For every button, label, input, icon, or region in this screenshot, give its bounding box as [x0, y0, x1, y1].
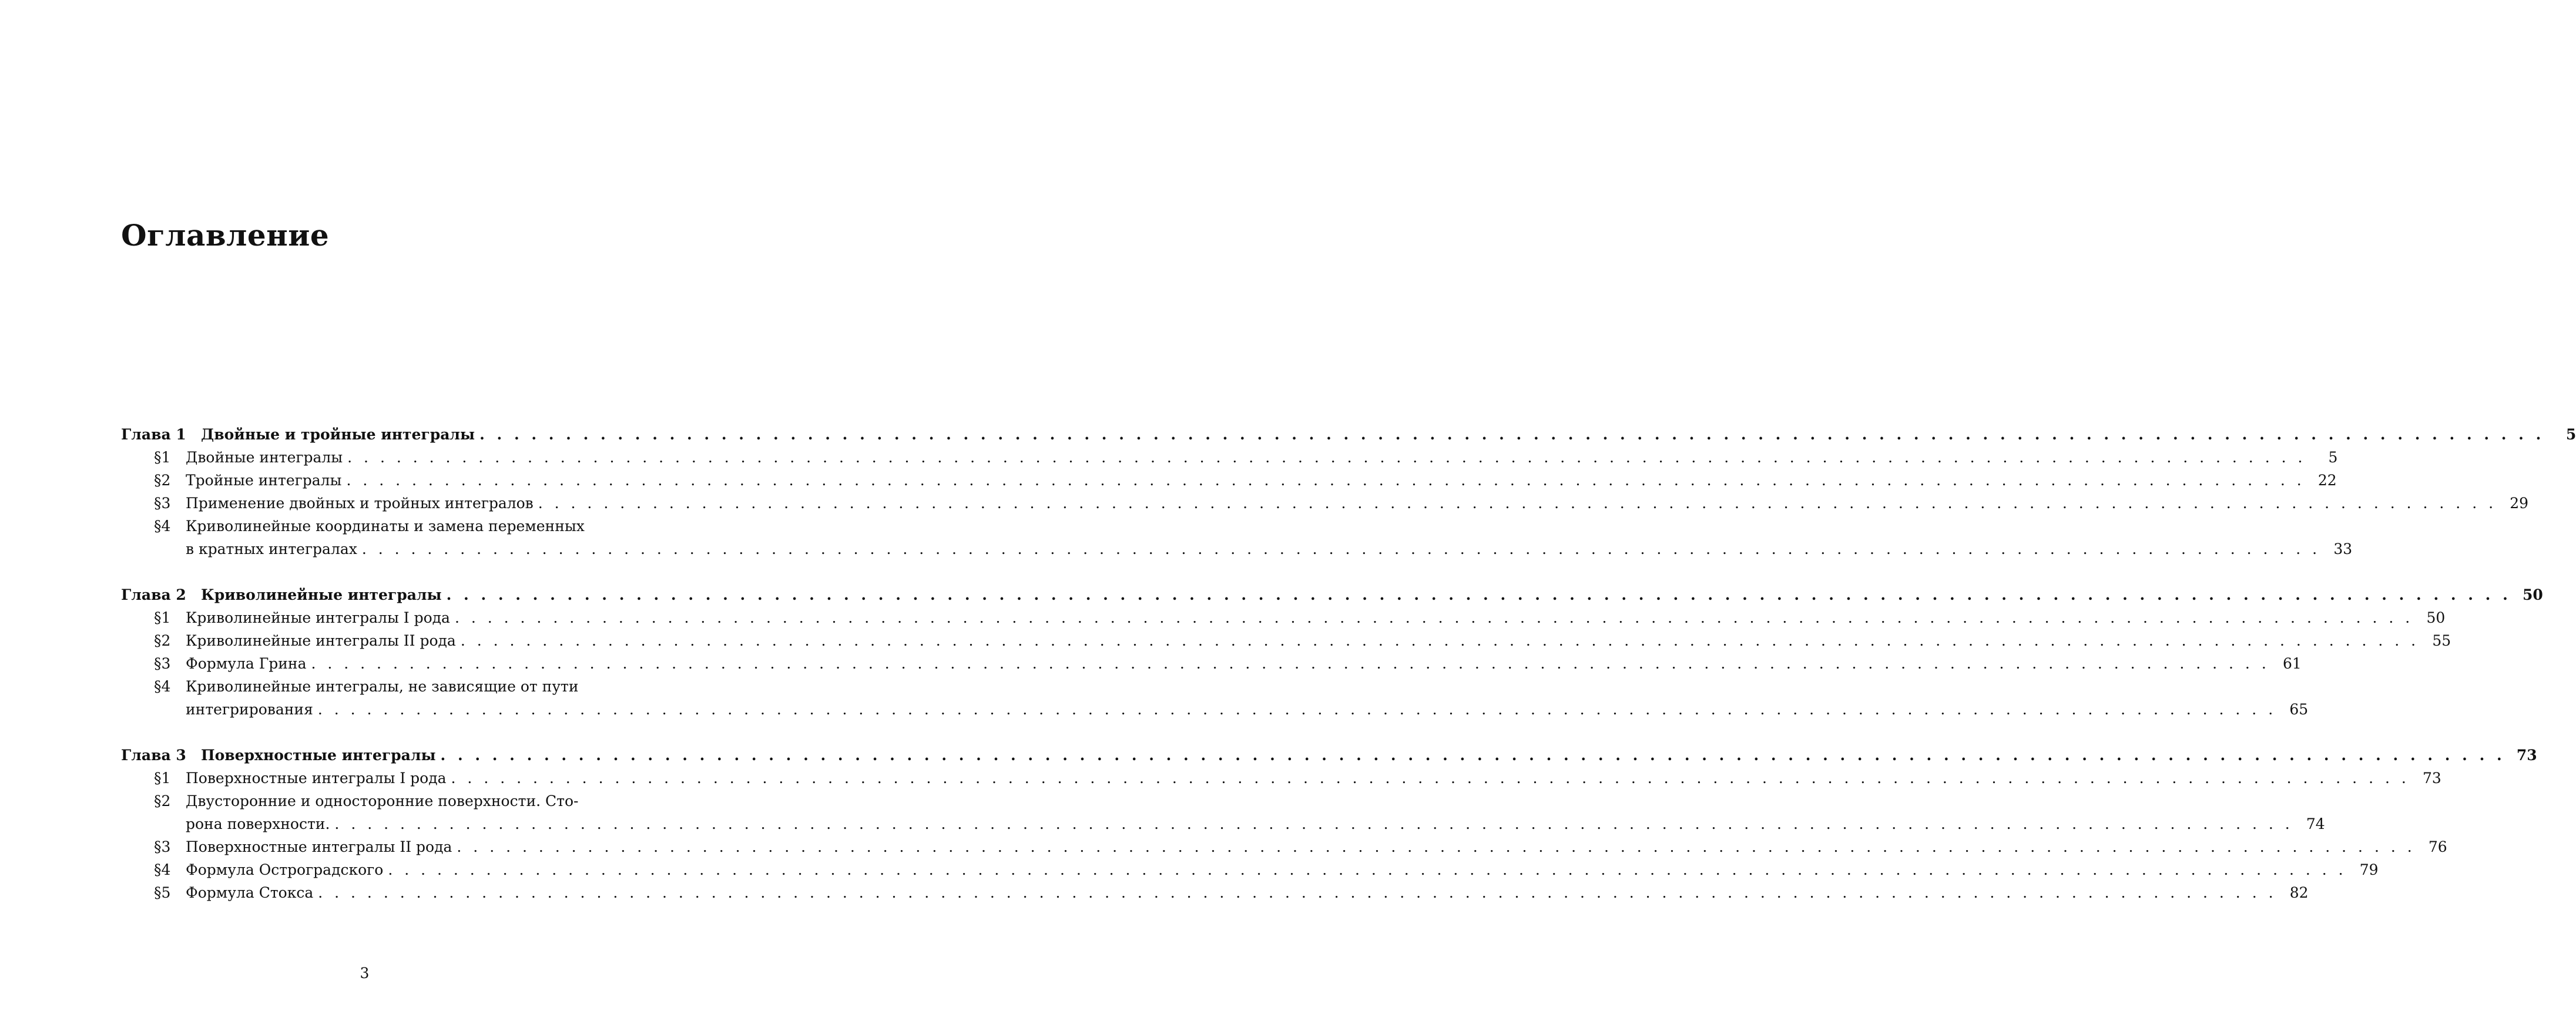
toc-section-entry[interactable] [121, 469, 2337, 492]
section-page: 5 [2328, 449, 2338, 466]
section-number: §3 [154, 495, 171, 512]
section-page: 50 [2426, 609, 2446, 626]
toc-chapter [121, 423, 2576, 560]
leader-dots: . . . . . . . . . . . . . . . . . . . . . . . . . . . . . . . . . . . . . . . . . . . . . . . . . . . . . . . . . . . . . . . . . . . . . . . . . . . . . . . . . . . . . . . . . . . . . . . . . . . . . . . . . . . . . . . . . . . . . . . . [451, 770, 2410, 787]
section-page: 61 [2282, 655, 2302, 672]
leader-dots: . . . . . . . . . . . . . . . . . . . . . . . . . . . . . . . . . . . . . . . . . . . . . . . . . . . . . . . . . . . . . . . . . . . . . . . . . . . . . . . . . . . . . . . . . . . . . . . . . . . . . . . . . . . . . . . . . . . . . . . . [446, 586, 2511, 603]
chapter-title: Двойные и тройные интегралы [201, 426, 475, 443]
page-number: 3 [360, 965, 370, 982]
chapter-page: 50 [2523, 586, 2543, 603]
toc-chapter-entry[interactable] [121, 583, 2543, 606]
section-title: рона поверхности. [186, 815, 330, 832]
section-number: §4 [154, 861, 171, 878]
toc-section-entry[interactable] [121, 492, 2529, 515]
section-title: Криволинейные интегралы, не зависящие от пути [186, 678, 579, 695]
section-page: 29 [2510, 495, 2529, 512]
section-number: §3 [154, 838, 171, 855]
section-title: Криволинейные интегралы I рода [186, 609, 450, 626]
section-title: Тройные интегралы [186, 472, 342, 489]
section-title: Криволинейные интегралы II рода [186, 632, 456, 649]
leader-dots: . . . . . . . . . . . . . . . . . . . . . . . . . . . . . . . . . . . . . . . . . . . . . . . . . . . . . . . . . . . . . . . . . . . . . . . . . . . . . . . . . . . . . . . . . . . . . . . . . . . . . . . . . . . . . . . . . . . . . . . . [457, 838, 2416, 855]
toc-chapter-entry[interactable] [121, 744, 2537, 767]
page-title: Оглавление [121, 218, 330, 253]
section-title: интегрирования [186, 701, 313, 718]
leader-dots: . . . . . . . . . . . . . . . . . . . . . . . . . . . . . . . . . . . . . . . . . . . . . . . . . . . . . . . . . . . . . . . . . . . . . . . . . . . . . . . . . . . . . . . . . . . . . . . . . . . . . . . . . . . . . . . . . . . . . . . . [538, 495, 2497, 512]
toc-section-entry[interactable] [121, 675, 629, 698]
section-number: §4 [154, 518, 171, 535]
section-title: Формула Остроградского [186, 861, 384, 878]
chapter-label: Глава 1 [121, 426, 186, 443]
section-title: Поверхностные интегралы I рода [186, 770, 447, 787]
toc-section-entry[interactable] [121, 515, 629, 538]
chapter-page: 73 [2516, 747, 2537, 764]
toc-section-entry[interactable] [121, 767, 2441, 790]
section-number: §2 [154, 792, 171, 810]
leader-dots: . . . . . . . . . . . . . . . . . . . . . . . . . . . . . . . . . . . . . . . . . . . . . . . . . . . . . . . . . . . . . . . . . . . . . . . . . . . . . . . . . . . . . . . . . . . . . . . . . . . . . . . . . . . . . . . . . . . . . . . . [311, 655, 2270, 672]
chapter-title: Поверхностные интегралы [201, 747, 436, 764]
section-number: §2 [154, 472, 171, 489]
table-of-contents [121, 423, 2576, 927]
section-title: в кратных интегралах [186, 540, 357, 558]
section-page: 74 [2306, 815, 2325, 832]
toc-section-entry[interactable] [121, 790, 629, 812]
toc-chapter [121, 744, 2537, 904]
section-page: 22 [2317, 472, 2337, 489]
section-number: §4 [154, 678, 171, 695]
chapter-page: 5 [2565, 426, 2576, 443]
section-title: Формула Стокса [186, 884, 314, 901]
leader-dots: . . . . . . . . . . . . . . . . . . . . . . . . . . . . . . . . . . . . . . . . . . . . . . . . . . . . . . . . . . . . . . . . . . . . . . . . . . . . . . . . . . . . . . . . . . . . . . . . . . . . . . . . . . . . . . . . . . . . . . . . [317, 701, 2277, 718]
leader-dots: . . . . . . . . . . . . . . . . . . . . . . . . . . . . . . . . . . . . . . . . . . . . . . . . . . . . . . . . . . . . . . . . . . . . . . . . . . . . . . . . . . . . . . . . . . . . . . . . . . . . . . . . . . . . . . . . . . . . . . . . [346, 472, 2305, 489]
leader-dots: . . . . . . . . . . . . . . . . . . . . . . . . . . . . . . . . . . . . . . . . . . . . . . . . . . . . . . . . . . . . . . . . . . . . . . . . . . . . . . . . . . . . . . . . . . . . . . . . . . . . . . . . . . . . . . . . . . . . . . . . [388, 861, 2347, 878]
section-title: Применение двойных и тройных интегралов [186, 495, 534, 512]
chapter-label: Глава 2 [121, 586, 186, 603]
section-number: §3 [154, 655, 171, 672]
section-page: 55 [2432, 632, 2451, 649]
leader-dots: . . . . . . . . . . . . . . . . . . . . . . . . . . . . . . . . . . . . . . . . . . . . . . . . . . . . . . . . . . . . . . . . . . . . . . . . . . . . . . . . . . . . . . . . . . . . . . . . . . . . . . . . . . . . . . . . . . . . . . . . [460, 632, 2420, 649]
section-page: 76 [2428, 838, 2447, 855]
leader-dots: . . . . . . . . . . . . . . . . . . . . . . . . . . . . . . . . . . . . . . . . . . . . . . . . . . . . . . . . . . . . . . . . . . . . . . . . . . . . . . . . . . . . . . . . . . . . . . . . . . . . . . . . . . . . . . . . . . . . . . . . [479, 426, 2545, 443]
section-page: 65 [2289, 701, 2309, 718]
section-title: Двойные интегралы [186, 449, 343, 466]
toc-section-entry[interactable] [121, 881, 2309, 904]
leader-dots: . . . . . . . . . . . . . . . . . . . . . . . . . . . . . . . . . . . . . . . . . . . . . . . . . . . . . . . . . . . . . . . . . . . . . . . . . . . . . . . . . . . . . . . . . . . . . . . . . . . . . . . . . . . . . . . . . . . . . . . . [361, 540, 2321, 558]
toc-section-entry[interactable] [121, 446, 2338, 469]
toc-section-entry[interactable] [121, 812, 2325, 835]
section-title: Двусторонние и односторонние поверхности. Сто- [186, 792, 579, 810]
section-page: 33 [2333, 540, 2353, 558]
leader-dots: . . . . . . . . . . . . . . . . . . . . . . . . . . . . . . . . . . . . . . . . . . . . . . . . . . . . . . . . . . . . . . . . . . . . . . . . . . . . . . . . . . . . . . . . . . . . . . . . . . . . . . . . . . . . . . . . . . . . . . . . [318, 884, 2277, 901]
section-page: 79 [2359, 861, 2379, 878]
toc-section-entry[interactable] [121, 858, 2379, 881]
section-number: §1 [154, 770, 171, 787]
section-number: §2 [154, 632, 171, 649]
section-title: Криволинейные координаты и замена переменных [186, 518, 585, 535]
section-number: §1 [154, 609, 171, 626]
leader-dots: . . . . . . . . . . . . . . . . . . . . . . . . . . . . . . . . . . . . . . . . . . . . . . . . . . . . . . . . . . . . . . . . . . . . . . . . . . . . . . . . . . . . . . . . . . . . . . . . . . . . . . . . . . . . . . . . . . . . . . . . [334, 815, 2293, 832]
section-number: §1 [154, 449, 171, 466]
section-title: Формула Грина [186, 655, 307, 672]
toc-section-entry[interactable] [121, 538, 2353, 560]
toc-chapter [121, 583, 2543, 721]
toc-section-entry[interactable] [121, 606, 2446, 629]
toc-section-entry[interactable] [121, 652, 2302, 675]
toc-section-entry[interactable] [121, 698, 2309, 721]
toc-chapter-entry[interactable] [121, 423, 2576, 446]
toc-section-entry[interactable] [121, 629, 2451, 652]
section-page: 73 [2423, 770, 2441, 787]
leader-dots: . . . . . . . . . . . . . . . . . . . . . . . . . . . . . . . . . . . . . . . . . . . . . . . . . . . . . . . . . . . . . . . . . . . . . . . . . . . . . . . . . . . . . . . . . . . . . . . . . . . . . . . . . . . . . . . . . . . . . . . . [454, 609, 2414, 626]
chapter-title: Криволинейные интегралы [201, 586, 442, 603]
chapter-label: Глава 3 [121, 747, 186, 764]
section-number: §5 [154, 884, 171, 901]
toc-section-entry[interactable] [121, 835, 2447, 858]
section-title: Поверхностные интегралы II рода [186, 838, 452, 855]
leader-dots: . . . . . . . . . . . . . . . . . . . . . . . . . . . . . . . . . . . . . . . . . . . . . . . . . . . . . . . . . . . . . . . . . . . . . . . . . . . . . . . . . . . . . . . . . . . . . . . . . . . . . . . . . . . . . . . . . . . . . . . . [347, 449, 2306, 466]
section-page: 82 [2289, 884, 2309, 901]
leader-dots: . . . . . . . . . . . . . . . . . . . . . . . . . . . . . . . . . . . . . . . . . . . . . . . . . . . . . . . . . . . . . . . . . . . . . . . . . . . . . . . . . . . . . . . . . . . . . . . . . . . . . . . . . . . . . . . . . . . . . . . . [440, 747, 2505, 764]
